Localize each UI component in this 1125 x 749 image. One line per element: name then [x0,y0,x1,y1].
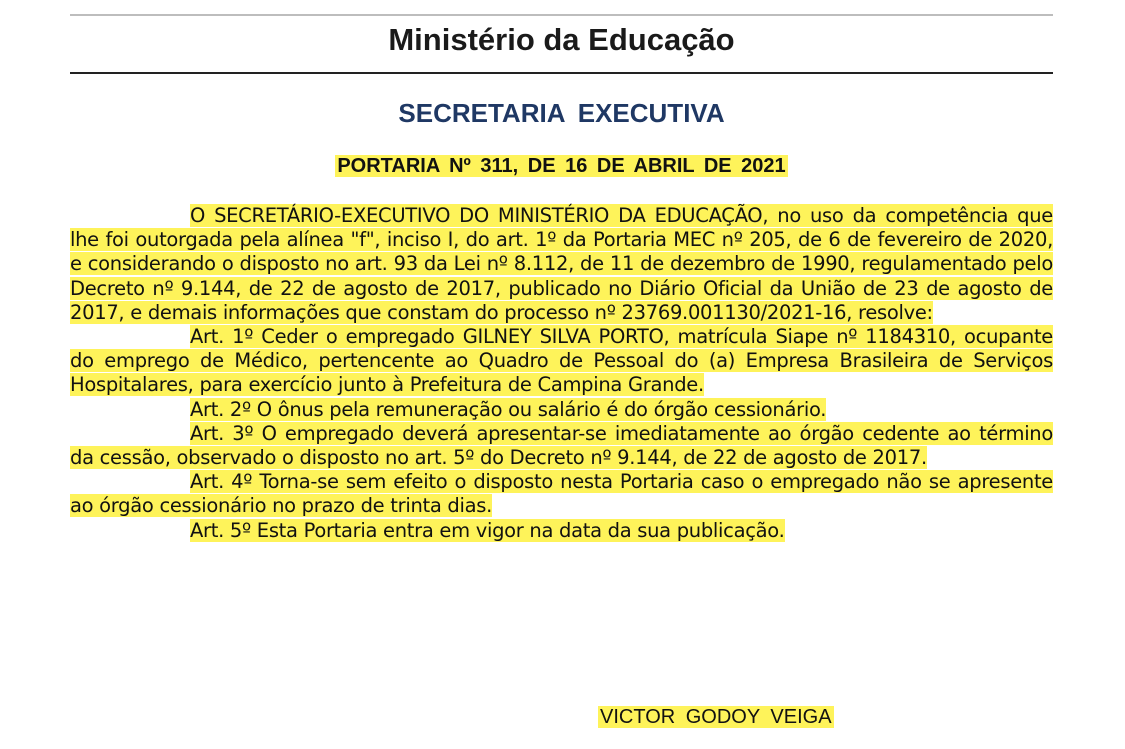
secretaria-heading: SECRETARIA EXECUTIVA [398,98,725,128]
signatory-name: VICTOR GODOY VEIGA [600,706,832,728]
signature-block [598,706,834,729]
article-paragraph [70,398,1053,422]
article-paragraph [70,422,1053,470]
document-body [70,204,1053,543]
article-2-text: Art. 2º O ônus pela remuneração ou salário é do órgão cessionário. [190,397,827,421]
portaria-title-text: PORTARIA Nº 311, DE 16 DE ABRIL DE 2021 [337,155,786,177]
article-paragraph [70,470,1053,518]
article-3-text: Art. 3º O empregado deverá apresentar-se imediatamente ao órgão cedente ao término da cessão, observado o disposto no art. 5º do Decreto nº 9.144, de 22 de agosto de 2017. [70,421,1053,470]
ministry-heading: Ministério da Educação [388,22,735,57]
top-rule [70,14,1053,16]
article-paragraph [70,325,1053,398]
article-4-text: Art. 4º Torna-se sem efeito o disposto nesta Portaria caso o empregado não se apresente ao órgão cessionário no prazo de trinta dias. [70,470,1053,518]
preamble-text: O SECRETÁRIO-EXECUTIVO DO MINISTÉRIO DA EDUCAÇÃO, no uso da competência que lhe foi outorgada pela alínea "f", inciso I, do art. 1º da Portaria MEC nº 205, de 6 de fevereiro de 2020, e considerando o disposto no art. 93 da Lei nº 8.112, de 11 de dezembro de 1990, regulamentado pelo Decreto nº 9.144, de 22 de agosto de 2017, publicado no Diário Oficial da União de 23 de agosto de 2017, e demais informações que constam do processo nº 23769.001130/2021-16, resolve: [70,204,1053,324]
heading-rule [70,72,1053,74]
article-1-text: Art. 1º Ceder o empregado GILNEY SILVA PORTO, matrícula Siape nº 1184310, ocupante do emprego de Médico, pertencente ao Quadro de Pessoal do (a) Empresa Brasileira de Serviços Hospitalares, para exercício junto à Prefeitura de Campina Grande. [70,325,1053,397]
portaria-title [70,155,1053,178]
article-paragraph [70,519,1053,543]
preamble-paragraph [70,204,1053,325]
article-5-text: Art. 5º Esta Portaria entra em vigor na data da sua publicação. [190,518,785,542]
